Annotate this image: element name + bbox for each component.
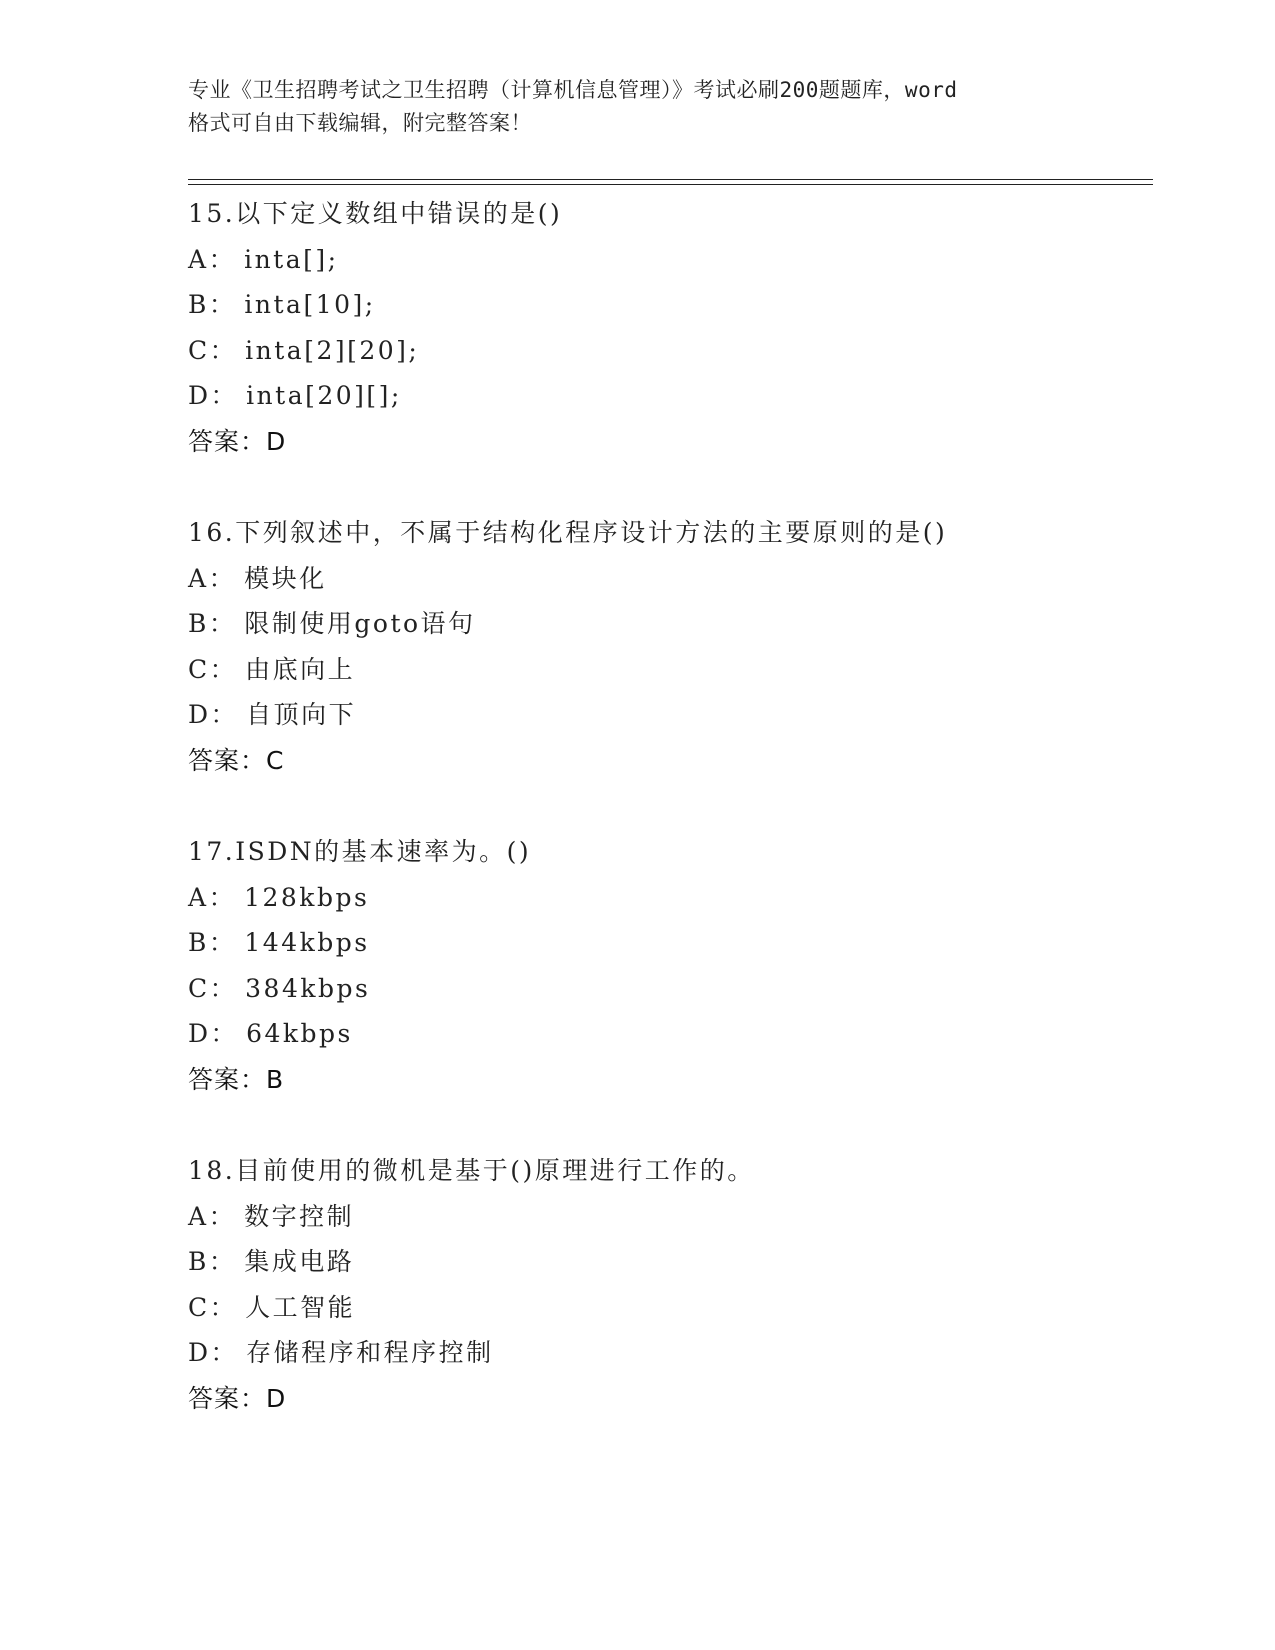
- option-d: [188, 1330, 1148, 1376]
- option-separator: ：: [209, 654, 238, 684]
- answer-line: 答案：D: [188, 1383, 287, 1413]
- option-letter: D: [188, 700, 211, 729]
- option-letter: C: [188, 973, 210, 1003]
- answer-line: 答案：D: [188, 426, 287, 456]
- option-separator: ：: [208, 563, 237, 593]
- question-18: [188, 1148, 1148, 1421]
- option-letter: D: [188, 1019, 211, 1048]
- option-separator: ：: [208, 1247, 237, 1276]
- option-separator: ：: [208, 244, 237, 274]
- option-separator: ：: [210, 381, 239, 410]
- answer-line: 答案：B: [188, 1064, 285, 1094]
- option-separator: ：: [210, 1019, 239, 1048]
- option-separator: ：: [210, 1338, 239, 1367]
- option-letter: A: [188, 882, 209, 912]
- option-separator: ：: [208, 290, 237, 319]
- answer-line: 答案：C: [188, 745, 285, 775]
- option-letter: C: [188, 1292, 210, 1322]
- question-16: [188, 510, 1148, 783]
- option-letter: D: [188, 1338, 211, 1367]
- option-text: 数字控制: [244, 1201, 355, 1231]
- option-letter: B: [188, 290, 209, 319]
- option-d: [188, 373, 1148, 419]
- option-text: 存储程序和程序控制: [246, 1338, 494, 1367]
- option-separator: ：: [208, 1201, 237, 1231]
- option-c: [188, 1285, 1148, 1331]
- option-d: [188, 692, 1148, 738]
- option-c: [188, 647, 1148, 693]
- option-text: inta[2][20];: [245, 335, 420, 365]
- option-text: 由底向上: [245, 654, 356, 684]
- option-b: [188, 601, 1148, 647]
- option-letter: B: [188, 1247, 209, 1276]
- option-letter: C: [188, 654, 210, 684]
- option-a: [188, 1194, 1148, 1240]
- option-text: 64kbps: [246, 1019, 353, 1048]
- header-divider-top: [188, 179, 1153, 180]
- option-text: 模块化: [244, 563, 327, 593]
- option-text: 限制使用goto语句: [244, 609, 476, 638]
- option-letter: A: [188, 1201, 209, 1231]
- option-a: [188, 556, 1148, 602]
- option-separator: ：: [209, 973, 238, 1003]
- option-text: inta[];: [244, 244, 339, 274]
- option-b: [188, 1239, 1148, 1285]
- option-text: inta[10];: [244, 290, 376, 319]
- option-separator: ：: [209, 335, 238, 365]
- question-stem: 17.ISDN的基本速率为。(): [188, 837, 532, 866]
- option-letter: B: [188, 609, 209, 638]
- option-letter: A: [188, 244, 209, 274]
- option-b: [188, 920, 1148, 966]
- option-c: [188, 966, 1148, 1012]
- option-text: 128kbps: [244, 882, 370, 912]
- option-separator: ：: [210, 700, 239, 729]
- option-a: [188, 237, 1148, 283]
- option-text: inta[20][];: [246, 381, 402, 410]
- option-letter: C: [188, 335, 210, 365]
- option-text: 自顶向下: [246, 700, 357, 729]
- question-17: [188, 829, 1148, 1102]
- option-text: 384kbps: [245, 973, 371, 1003]
- option-text: 集成电路: [244, 1247, 355, 1276]
- header-line-1: 专业《卫生招聘考试之卫生招聘（计算机信息管理）》考试必刷200题题库，word: [188, 78, 958, 102]
- header-line-2: 格式可自由下载编辑，附完整答案！: [188, 111, 532, 135]
- option-separator: ：: [208, 609, 237, 638]
- option-d: [188, 1011, 1148, 1057]
- option-separator: ：: [208, 928, 237, 957]
- option-letter: A: [188, 563, 209, 593]
- option-letter: D: [188, 381, 211, 410]
- option-text: 人工智能: [245, 1292, 356, 1322]
- option-text: 144kbps: [244, 928, 370, 957]
- option-separator: ：: [208, 882, 237, 912]
- option-b: [188, 282, 1148, 328]
- question-stem: 15.以下定义数组中错误的是(): [188, 199, 563, 228]
- question-15: [188, 191, 1148, 464]
- option-a: [188, 875, 1148, 921]
- option-letter: B: [188, 928, 209, 957]
- document-header: [188, 74, 1088, 140]
- header-divider-bottom: [188, 184, 1153, 185]
- question-stem: 16.下列叙述中，不属于结构化程序设计方法的主要原则的是(): [188, 518, 948, 547]
- option-c: [188, 328, 1148, 374]
- option-separator: ：: [209, 1292, 238, 1322]
- question-stem: 18.目前使用的微机是基于()原理进行工作的。: [188, 1156, 755, 1185]
